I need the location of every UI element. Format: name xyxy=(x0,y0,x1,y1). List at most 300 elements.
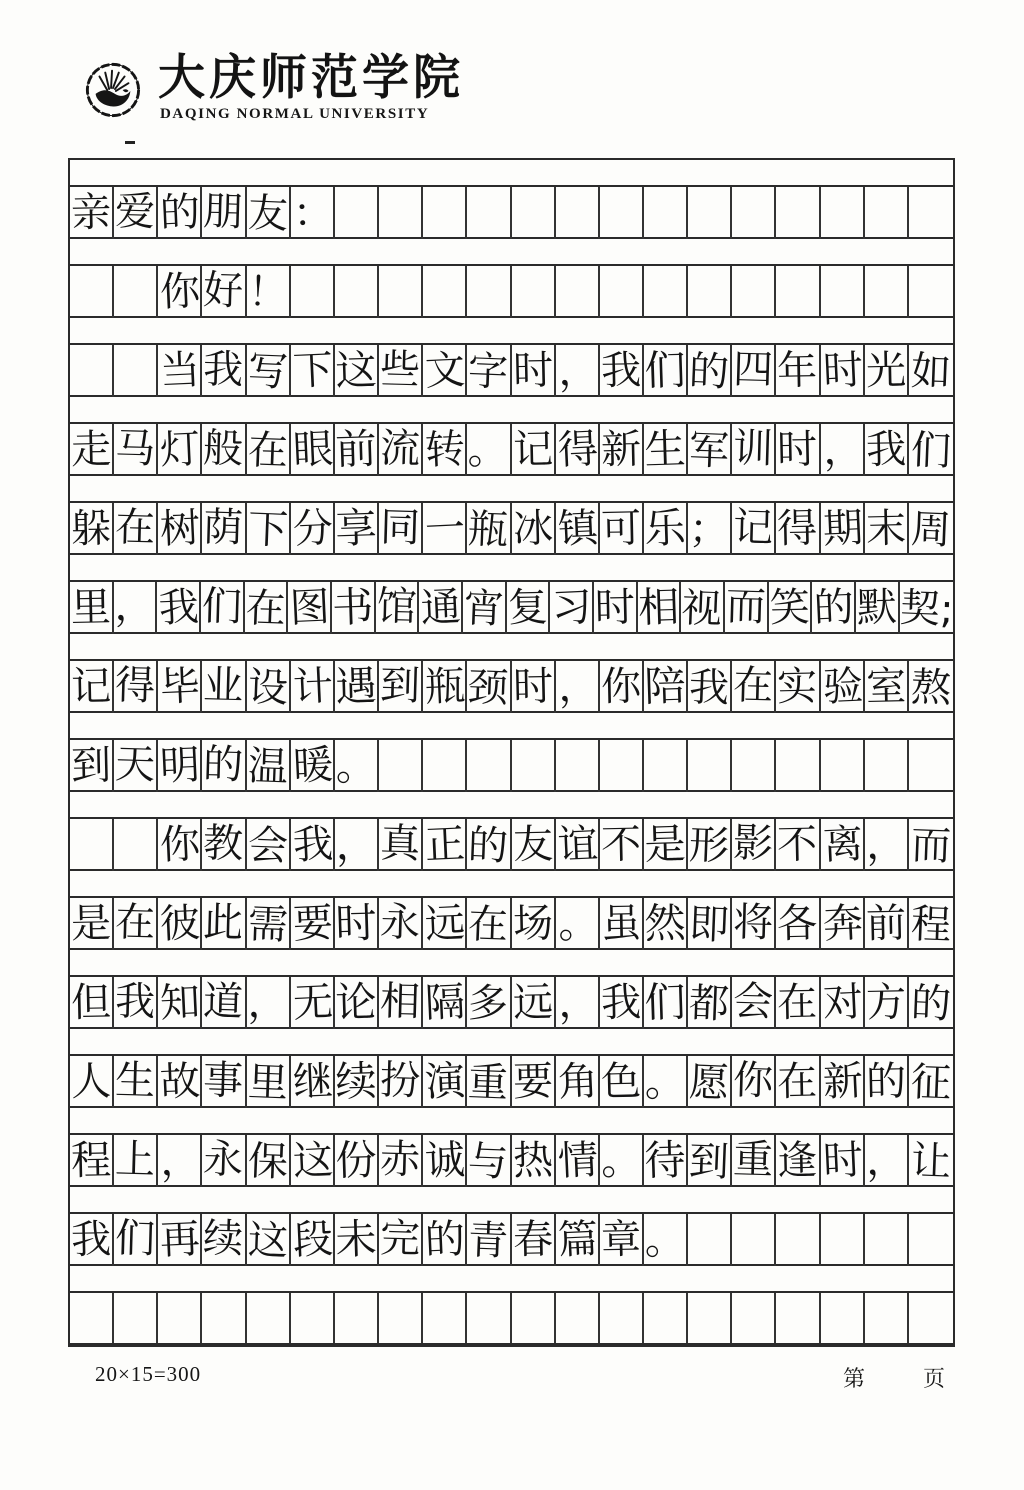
char-cell xyxy=(114,503,158,555)
handwritten-char xyxy=(865,1214,907,1215)
char-cell xyxy=(732,1056,776,1108)
handwritten-char: 在 xyxy=(776,979,818,1027)
char-cell xyxy=(423,1135,467,1187)
char-cell xyxy=(776,661,820,713)
char-cell xyxy=(776,503,820,555)
handwritten-char xyxy=(379,185,421,186)
handwritten-char: 份 xyxy=(334,1136,378,1186)
handwritten-char: 里 xyxy=(246,1059,289,1107)
handwritten-char: 要 xyxy=(512,1058,554,1106)
char-cell xyxy=(423,345,467,397)
row-spacing xyxy=(70,1187,953,1212)
handwritten-char: 都 xyxy=(688,980,731,1028)
char-cell xyxy=(512,819,556,871)
char-cell xyxy=(644,187,688,239)
char-cell xyxy=(467,661,511,713)
handwritten-char: 章 xyxy=(600,1216,642,1264)
handwritten-char xyxy=(70,819,112,820)
char-cell xyxy=(769,582,813,634)
char-cell xyxy=(644,503,688,555)
handwritten-char xyxy=(114,1291,156,1292)
char-cell xyxy=(900,582,953,634)
handwritten-char: 上 xyxy=(114,1136,156,1184)
char-cell xyxy=(909,266,953,318)
handwritten-char: 光 xyxy=(865,347,907,395)
char-cell xyxy=(909,661,953,713)
handwritten-char: ， xyxy=(865,821,907,869)
handwritten-char: 奔 xyxy=(821,900,864,948)
char-cell xyxy=(909,187,953,239)
char-cell xyxy=(419,582,463,634)
char-cell xyxy=(335,977,379,1029)
handwritten-char xyxy=(822,1292,864,1294)
char-cell xyxy=(512,977,556,1029)
handwritten-char: 字 xyxy=(467,348,510,396)
char-cell xyxy=(600,266,644,318)
char-cell xyxy=(725,582,769,634)
handwritten-char: 程 xyxy=(910,901,952,949)
handwritten-char: 当 xyxy=(159,347,202,395)
char-cell xyxy=(732,503,776,555)
handwritten-char: 通 xyxy=(420,584,463,632)
handwritten-char: 重 xyxy=(732,1136,774,1184)
handwritten-char: 记 xyxy=(732,504,774,552)
handwritten-char xyxy=(909,266,953,268)
handwritten-char: 教 xyxy=(202,820,245,868)
handwritten-char xyxy=(379,264,421,265)
handwritten-char: 验 xyxy=(821,663,864,711)
handwritten-char: ， xyxy=(556,663,599,711)
handwritten-char: 瓶 xyxy=(467,506,510,554)
char-cell xyxy=(821,187,865,239)
char-cell xyxy=(379,819,423,871)
handwritten-char xyxy=(688,740,730,742)
char-cell xyxy=(70,424,114,476)
handwritten-char: 图 xyxy=(289,584,332,632)
char-cell xyxy=(467,740,511,792)
char-cell xyxy=(247,977,291,1029)
handwritten-char: 的 xyxy=(202,741,245,789)
handwritten-char: 待 xyxy=(643,1136,687,1186)
handwritten-char: 转 xyxy=(424,426,467,474)
char-cell xyxy=(158,503,202,555)
handwritten-char: 人 xyxy=(70,1058,112,1106)
handwritten-char: 在 xyxy=(732,662,774,710)
grid-row xyxy=(70,343,953,397)
char-cell xyxy=(247,187,291,239)
handwritten-char: 而 xyxy=(725,583,767,631)
handwritten-char: 。 xyxy=(334,741,378,791)
char-cell xyxy=(600,661,644,713)
char-cell xyxy=(909,1214,953,1266)
grid-row xyxy=(70,501,953,555)
handwritten-char: 遇 xyxy=(334,662,378,712)
handwritten-char: 征 xyxy=(910,1059,952,1107)
handwritten-char: 的 xyxy=(159,189,202,237)
handwritten-char: 方 xyxy=(865,979,907,1027)
grid-row xyxy=(70,264,953,318)
grid-row xyxy=(70,1291,953,1345)
char-cell xyxy=(335,266,379,318)
handwritten-char: 前 xyxy=(334,425,378,475)
letter-grid xyxy=(68,158,955,1347)
handwritten-char xyxy=(467,740,509,742)
row-spacing xyxy=(70,1266,953,1291)
char-cell xyxy=(644,345,688,397)
handwritten-char: 继 xyxy=(291,1058,334,1106)
char-cell xyxy=(909,819,953,871)
page-label-suffix: 页 xyxy=(922,1366,945,1391)
row-spacing xyxy=(70,318,953,343)
handwritten-char: 你 xyxy=(159,821,202,869)
handwritten-char xyxy=(557,1292,599,1294)
char-cell xyxy=(644,1135,688,1187)
char-cell xyxy=(732,977,776,1029)
char-cell xyxy=(467,503,511,555)
char-cell xyxy=(865,503,909,555)
handwritten-char: 相 xyxy=(637,583,680,633)
char-cell xyxy=(291,1293,335,1343)
char-cell xyxy=(732,740,776,792)
char-cell xyxy=(202,266,246,318)
handwritten-char: 永 xyxy=(379,899,421,947)
handwritten-char xyxy=(688,266,730,268)
char-cell xyxy=(423,661,467,713)
char-cell xyxy=(423,187,467,239)
char-cell xyxy=(556,819,600,871)
handwritten-char: ： xyxy=(291,189,334,237)
char-cell xyxy=(291,266,335,318)
char-cell xyxy=(202,187,246,239)
char-cell xyxy=(688,977,732,1029)
handwritten-char: ， xyxy=(556,347,599,395)
char-cell xyxy=(291,424,335,476)
handwritten-char: 这 xyxy=(291,1137,334,1185)
handwritten-char: 周 xyxy=(910,506,952,554)
char-cell xyxy=(688,1135,732,1187)
char-cell xyxy=(688,345,732,397)
char-cell xyxy=(776,1056,820,1108)
char-cell xyxy=(688,266,732,318)
char-cell xyxy=(70,1293,114,1343)
handwritten-char: 亲 xyxy=(70,189,112,237)
char-cell xyxy=(114,898,158,950)
char-cell xyxy=(688,819,732,871)
handwritten-char xyxy=(379,1291,421,1292)
char-cell xyxy=(202,1293,246,1343)
grid-capacity-label: 20×15=300 xyxy=(95,1362,202,1386)
char-cell xyxy=(865,266,909,318)
char-cell xyxy=(423,740,467,792)
char-cell xyxy=(70,1135,114,1187)
handwritten-char: 会 xyxy=(246,822,289,870)
char-cell xyxy=(202,345,246,397)
handwritten-char: 时 xyxy=(821,1137,864,1185)
char-cell xyxy=(379,1293,423,1343)
handwritten-char: 下 xyxy=(246,506,289,554)
handwritten-char: 同 xyxy=(379,504,421,552)
char-cell xyxy=(688,1214,732,1266)
handwritten-char xyxy=(643,1292,686,1293)
char-cell xyxy=(644,819,688,871)
handwritten-char: 续 xyxy=(334,1057,378,1107)
handwritten-char: ， xyxy=(113,583,156,631)
handwritten-char: 四 xyxy=(732,346,774,394)
handwritten-char: 记 xyxy=(70,663,112,711)
char-cell xyxy=(556,740,600,792)
char-cell xyxy=(821,266,865,318)
char-cell xyxy=(114,977,158,1029)
char-cell xyxy=(776,740,820,792)
char-cell xyxy=(423,1293,467,1343)
char-cell xyxy=(600,345,644,397)
handwritten-char: 我 xyxy=(114,978,156,1026)
handwritten-char: 些 xyxy=(379,346,421,394)
char-cell xyxy=(202,424,246,476)
handwritten-char: 场 xyxy=(512,900,554,948)
handwritten-char xyxy=(688,187,730,189)
char-cell xyxy=(512,187,556,239)
char-cell xyxy=(70,898,114,950)
char-cell xyxy=(202,661,246,713)
char-cell xyxy=(556,424,600,476)
char-cell xyxy=(644,740,688,792)
handwritten-char: ， xyxy=(246,980,289,1028)
row-spacing xyxy=(70,397,953,422)
handwritten-char xyxy=(909,1214,953,1216)
char-cell xyxy=(291,740,335,792)
handwritten-char: 年 xyxy=(776,347,818,395)
char-cell xyxy=(202,977,246,1029)
university-name-en: DAQING NORMAL UNIVERSITY xyxy=(160,105,430,122)
char-cell xyxy=(201,582,245,634)
handwritten-char xyxy=(732,185,774,186)
char-cell xyxy=(556,266,600,318)
char-cell xyxy=(550,582,594,634)
handwritten-char: ， xyxy=(159,1137,202,1185)
handwritten-char: 我 xyxy=(865,426,907,474)
char-cell xyxy=(291,503,335,555)
char-cell xyxy=(821,1056,865,1108)
handwritten-char xyxy=(202,1291,244,1292)
handwritten-char: 虽 xyxy=(600,900,642,948)
handwritten-char: 瓶 xyxy=(424,663,467,711)
handwritten-char: 形 xyxy=(688,822,731,870)
handwritten-char: 军 xyxy=(688,427,731,475)
handwritten-char xyxy=(776,1214,818,1215)
handwritten-char: 的 xyxy=(812,584,856,632)
char-cell xyxy=(70,345,114,397)
char-cell xyxy=(114,424,158,476)
handwritten-char: ， xyxy=(334,820,378,870)
char-cell xyxy=(512,1056,556,1108)
char-cell xyxy=(600,1293,644,1343)
handwritten-char: 重 xyxy=(467,1059,510,1107)
handwritten-char: 我 xyxy=(600,979,642,1027)
handwritten-char: 保 xyxy=(246,1138,289,1186)
handwritten-char: 隔 xyxy=(424,979,467,1027)
char-cell xyxy=(335,187,379,239)
handwritten-char: 逢 xyxy=(776,1137,818,1185)
handwritten-char: 在 xyxy=(114,899,156,947)
handwritten-char: 们 xyxy=(643,346,687,396)
char-cell xyxy=(821,1135,865,1187)
handwritten-char: 前 xyxy=(865,900,907,948)
char-cell xyxy=(600,1056,644,1108)
handwritten-char xyxy=(557,739,599,741)
char-cell xyxy=(70,819,114,871)
char-cell xyxy=(688,187,732,239)
char-cell xyxy=(335,740,379,792)
char-cell xyxy=(335,424,379,476)
handwritten-char: 们 xyxy=(910,427,952,475)
handwritten-char xyxy=(557,265,599,267)
handwritten-char: 写 xyxy=(246,348,289,396)
handwritten-char xyxy=(334,186,377,187)
handwritten-char: 离 xyxy=(821,821,864,869)
handwritten-char: 而 xyxy=(910,822,952,870)
char-cell xyxy=(556,345,600,397)
handwritten-char: 我 xyxy=(158,584,201,632)
handwritten-char xyxy=(600,266,642,267)
char-cell xyxy=(467,424,511,476)
handwritten-char: 时 xyxy=(821,347,864,395)
char-cell xyxy=(688,1293,732,1343)
char-cell xyxy=(467,1056,511,1108)
char-cell xyxy=(335,1293,379,1343)
char-cell xyxy=(379,1056,423,1108)
handwritten-char: 相 xyxy=(379,978,421,1026)
char-cell xyxy=(335,503,379,555)
handwritten-char: 温 xyxy=(246,743,289,791)
handwritten-char: 到 xyxy=(379,662,421,710)
handwritten-char: 要 xyxy=(291,900,334,948)
handwritten-char: 完 xyxy=(379,1215,421,1263)
char-cell xyxy=(70,1056,114,1108)
char-cell xyxy=(776,345,820,397)
handwritten-char xyxy=(732,1212,774,1213)
grid-row xyxy=(70,659,953,713)
handwritten-char xyxy=(776,187,818,188)
handwritten-char: 道 xyxy=(202,978,245,1026)
handwritten-char: 情 xyxy=(556,1137,599,1185)
handwritten-char: 然 xyxy=(643,899,687,949)
char-cell xyxy=(423,424,467,476)
char-cell xyxy=(821,1214,865,1266)
handwritten-char xyxy=(467,1293,509,1295)
grid-row xyxy=(70,817,953,871)
handwritten-char: 期 xyxy=(821,505,864,553)
char-cell xyxy=(732,187,776,239)
char-cell xyxy=(776,424,820,476)
char-cell xyxy=(288,582,332,634)
handwritten-char: 到 xyxy=(688,1138,731,1186)
char-cell xyxy=(776,1214,820,1266)
char-cell xyxy=(821,819,865,871)
char-cell xyxy=(379,424,423,476)
handwritten-char: 正 xyxy=(424,821,467,869)
handwritten-char: 未 xyxy=(334,1215,378,1265)
char-cell xyxy=(512,503,556,555)
handwritten-char: 需 xyxy=(246,901,289,949)
char-cell xyxy=(379,187,423,239)
char-cell xyxy=(247,266,291,318)
char-cell xyxy=(423,1056,467,1108)
handwritten-char: 可 xyxy=(600,505,642,553)
char-cell xyxy=(600,424,644,476)
char-cell xyxy=(732,898,776,950)
char-cell xyxy=(865,1214,909,1266)
char-cell xyxy=(467,1135,511,1187)
char-cell xyxy=(70,661,114,713)
char-cell xyxy=(776,977,820,1029)
handwritten-char: 陪 xyxy=(643,662,687,712)
row-spacing xyxy=(70,792,953,817)
handwritten-char xyxy=(822,265,864,267)
char-cell xyxy=(821,898,865,950)
handwritten-char xyxy=(732,738,774,739)
char-cell xyxy=(909,740,953,792)
char-cell xyxy=(245,582,289,634)
char-cell xyxy=(247,503,291,555)
handwritten-char xyxy=(822,1213,864,1215)
char-cell xyxy=(909,1293,953,1343)
char-cell xyxy=(70,582,114,634)
char-cell xyxy=(776,898,820,950)
char-cell xyxy=(202,1214,246,1266)
char-cell xyxy=(732,1293,776,1343)
handwritten-char: 故 xyxy=(159,1058,202,1106)
char-cell xyxy=(732,424,776,476)
sheet-footer xyxy=(68,1362,955,1393)
handwritten-char xyxy=(512,740,554,741)
handwritten-char: 得 xyxy=(114,662,156,710)
char-cell xyxy=(467,977,511,1029)
char-cell xyxy=(732,661,776,713)
handwritten-char: ， xyxy=(556,979,599,1027)
char-cell xyxy=(158,1056,202,1108)
handwritten-char xyxy=(688,1293,730,1295)
handwritten-char: 你 xyxy=(159,268,202,316)
char-cell xyxy=(507,582,551,634)
handwritten-char: 天 xyxy=(114,741,156,789)
char-cell xyxy=(732,819,776,871)
char-cell xyxy=(335,819,379,871)
char-cell xyxy=(114,1056,158,1108)
char-cell xyxy=(247,661,291,713)
handwritten-char: 的 xyxy=(910,980,952,1028)
handwritten-char xyxy=(114,264,156,265)
char-cell xyxy=(202,819,246,871)
char-cell xyxy=(423,819,467,871)
handwritten-char: 们 xyxy=(643,978,687,1028)
handwritten-char: 得 xyxy=(556,426,599,474)
handwritten-char: 我 xyxy=(202,346,245,394)
char-cell xyxy=(512,740,556,792)
handwritten-char: 友 xyxy=(512,821,554,869)
handwritten-char: 般 xyxy=(202,425,245,473)
handwritten-char: 我 xyxy=(688,664,731,712)
handwritten-char xyxy=(909,187,953,189)
handwritten-char: 对 xyxy=(821,979,864,1027)
char-cell xyxy=(158,187,202,239)
handwritten-char xyxy=(600,740,642,741)
handwritten-char: 的 xyxy=(467,822,510,870)
handwritten-char xyxy=(424,265,466,267)
handwritten-char: 熬 xyxy=(910,664,952,712)
handwritten-char: 在 xyxy=(114,504,156,552)
grid-row xyxy=(70,975,953,1029)
